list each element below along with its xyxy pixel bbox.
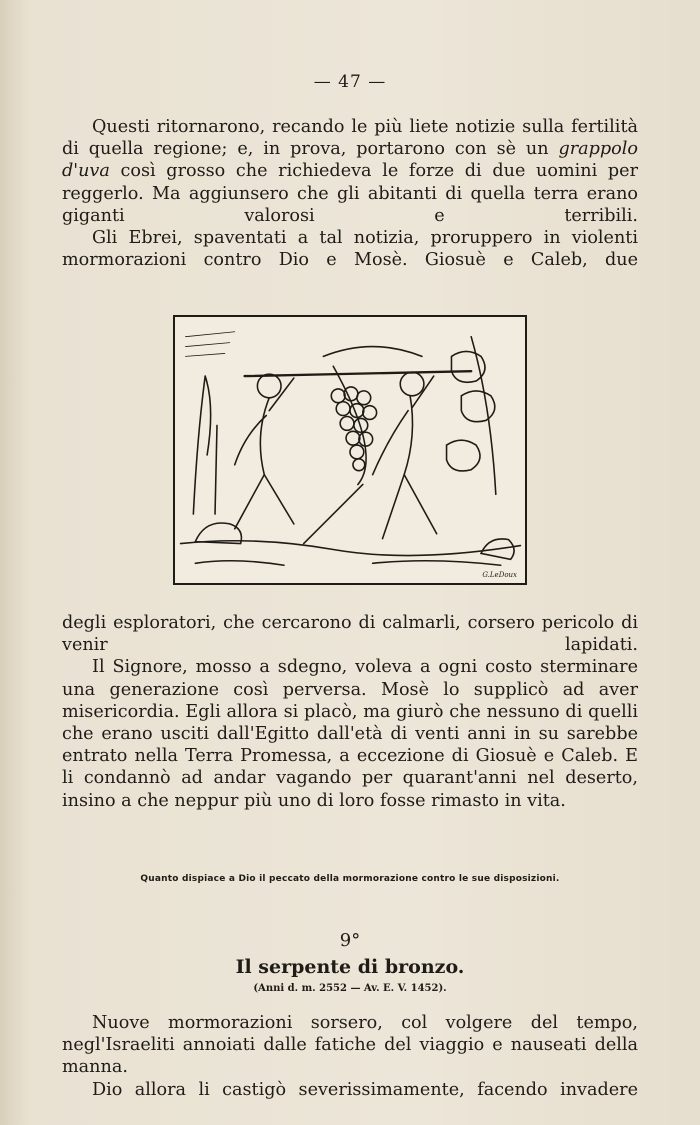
paragraph-6: Dio allora li castigò severissimamente, facendo invadere [92, 1079, 638, 1100]
paragraph-2: Gli Ebrei, spaventati a tal notizia, proruppero in violenti mormorazioni contro Dio e Mosè. Giosuè e Caleb, due [62, 228, 638, 271]
paragraph-1-text-a: Questi ritornarono, recando le più liete notizie sulla fertilità di quella regione; e, in prova, portarono con sè un [62, 117, 638, 160]
chapter-date: (Anni d. m. 2552 — Av. E. V. 1452). [253, 983, 447, 994]
illustration-spies-with-grapes [173, 315, 527, 585]
paragraph-5: Nuove mormorazioni sorsero, col volgere del tempo, negl'Israeliti annoiati dalle fatiche del viaggio e nauseati della manna. [62, 1013, 638, 1078]
text-block-middle [62, 612, 638, 812]
paragraph-4: Il Signore, mosso a sdegno, voleva a ogni costo sterminare una generazione così perversa. Mosè lo supplicò ad aver misericordia. Egli allora si placò, ma giurò che nessuno di quelli che erano usciti dall'Egitto dall'età di venti anni in su sarebbe entrato nella Terra Promessa, a eccezione di Giosuè e Caleb. E li condannò ad andar vagando per quarant'anni nel deserto, insino a che neppur più uno di loro fosse rimasto in vita. [62, 657, 638, 811]
paragraph-1 [62, 116, 638, 227]
section-caption: Quanto dispiace a Dio il peccato della mormorazione contro le sue disposizioni. [140, 874, 560, 884]
text-block-top [62, 116, 638, 271]
chapter-number: 9° [339, 930, 361, 951]
engraving-drawing [175, 317, 525, 583]
paragraph-1-italic: grappolo d'uva [62, 139, 638, 182]
page-number: — 47 — [313, 72, 387, 92]
chapter-title: Il serpente di bronzo. [235, 956, 465, 978]
paragraph-3: degli esploratori, che cercarono di calmarli, corsero pericolo di venir lapidati. [62, 613, 638, 656]
paragraph-1-text-b: così grosso che richiedeva le forze di due uomini per reggerlo. Ma aggiunsero che gli abitanti di quella terra erano giganti valorosi e terribili. [62, 161, 638, 226]
illustration-signature: G.LeDoux [482, 571, 517, 579]
text-block-bottom [62, 1012, 638, 1101]
